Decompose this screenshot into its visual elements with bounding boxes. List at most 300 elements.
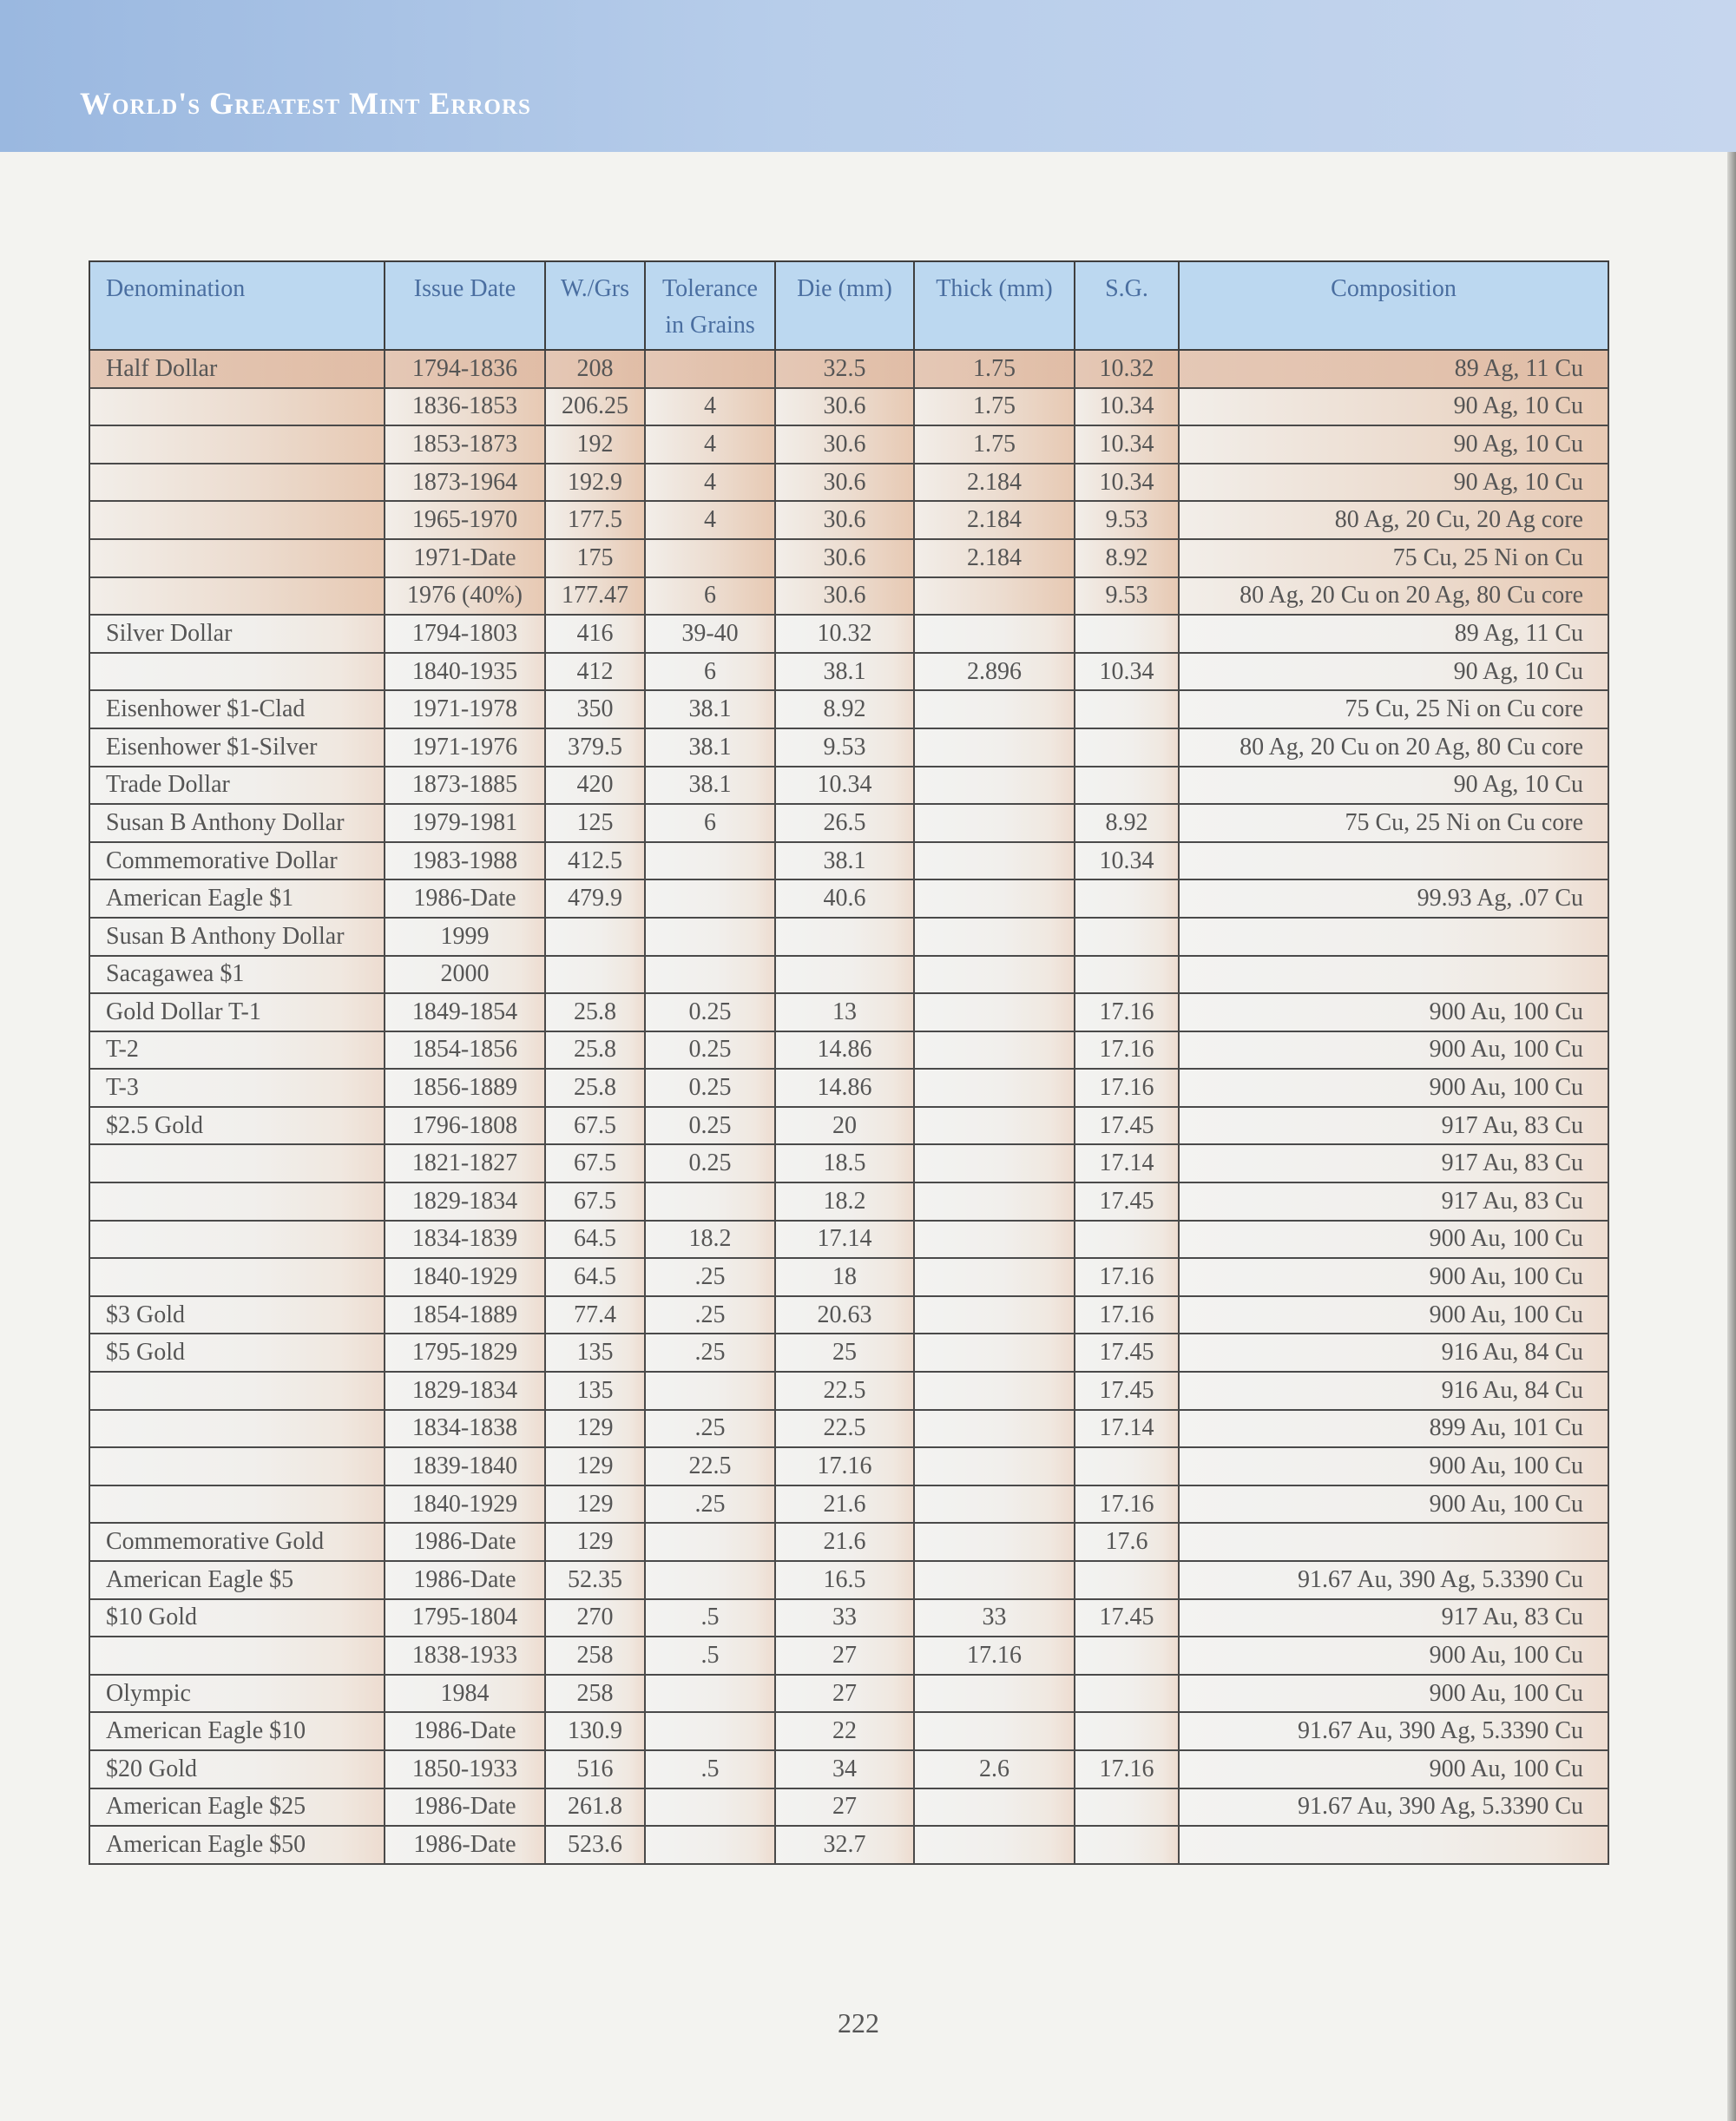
composition-cell: [1179, 956, 1608, 994]
table-header-row: [89, 261, 1608, 350]
issue-date-cell: 1971-Date: [385, 539, 545, 577]
die-cell: 30.6: [775, 388, 914, 426]
table-row: [89, 1221, 1608, 1259]
sg-cell: 17.45: [1075, 1599, 1179, 1637]
issue-date-cell: 1984: [385, 1675, 545, 1713]
thick-cell: [914, 1788, 1075, 1827]
column-header-thick: Thick (mm): [914, 261, 1075, 350]
composition-cell: 90 Ag, 10 Cu: [1179, 388, 1608, 426]
weight-cell: 67.5: [545, 1144, 645, 1182]
issue-date-cell: 1986-Date: [385, 1523, 545, 1561]
denomination-cell: American Eagle $10: [89, 1712, 385, 1750]
issue-date-cell: 1839-1840: [385, 1447, 545, 1485]
weight-cell: 67.5: [545, 1182, 645, 1221]
tolerance-cell: [645, 1788, 775, 1827]
issue-date-cell: 1971-1978: [385, 690, 545, 728]
issue-date-cell: 1795-1829: [385, 1334, 545, 1372]
table-row: [89, 1410, 1608, 1448]
table-row: [89, 1599, 1608, 1637]
sg-cell: 8.92: [1075, 804, 1179, 842]
thick-cell: 2.184: [914, 539, 1075, 577]
table-row: [89, 1675, 1608, 1713]
composition-cell: 900 Au, 100 Cu: [1179, 1447, 1608, 1485]
denomination-cell: $5 Gold: [89, 1334, 385, 1372]
weight-cell: 350: [545, 690, 645, 728]
page-edge-shadow: [1727, 152, 1736, 2121]
thick-cell: [914, 577, 1075, 616]
thick-cell: [914, 1447, 1075, 1485]
issue-date-cell: 1834-1839: [385, 1221, 545, 1259]
die-cell: 13: [775, 993, 914, 1031]
tolerance-cell: 4: [645, 388, 775, 426]
thick-cell: [914, 1069, 1075, 1107]
weight-cell: 52.35: [545, 1561, 645, 1599]
composition-cell: 91.67 Au, 390 Ag, 5.3390 Cu: [1179, 1561, 1608, 1599]
thick-cell: [914, 956, 1075, 994]
sg-cell: 17.16: [1075, 1296, 1179, 1334]
composition-cell: [1179, 1523, 1608, 1561]
tolerance-cell: [645, 1675, 775, 1713]
weight-cell: 77.4: [545, 1296, 645, 1334]
thick-cell: 1.75: [914, 388, 1075, 426]
issue-date-cell: 1965-1970: [385, 501, 545, 539]
tolerance-cell: .5: [645, 1599, 775, 1637]
thick-cell: [914, 1334, 1075, 1372]
die-cell: 14.86: [775, 1069, 914, 1107]
die-cell: 22.5: [775, 1372, 914, 1410]
tolerance-cell: 0.25: [645, 993, 775, 1031]
table-row: [89, 690, 1608, 728]
denomination-cell: [89, 1447, 385, 1485]
weight-cell: 258: [545, 1637, 645, 1675]
issue-date-cell: 1986-Date: [385, 879, 545, 918]
weight-cell: 135: [545, 1334, 645, 1372]
composition-cell: 900 Au, 100 Cu: [1179, 993, 1608, 1031]
issue-date-cell: 1986-Date: [385, 1826, 545, 1864]
composition-cell: 900 Au, 100 Cu: [1179, 1221, 1608, 1259]
thick-cell: [914, 1221, 1075, 1259]
composition-cell: 900 Au, 100 Cu: [1179, 1750, 1608, 1788]
composition-cell: 91.67 Au, 390 Ag, 5.3390 Cu: [1179, 1788, 1608, 1827]
thick-cell: [914, 728, 1075, 767]
page-number: 222: [838, 2007, 879, 2039]
die-cell: 32.5: [775, 350, 914, 388]
denomination-cell: T-2: [89, 1031, 385, 1070]
die-cell: 10.34: [775, 767, 914, 805]
tolerance-cell: .5: [645, 1637, 775, 1675]
column-header-issue-date: Issue Date: [385, 261, 545, 350]
composition-cell: 916 Au, 84 Cu: [1179, 1372, 1608, 1410]
table-row: [89, 956, 1608, 994]
sg-cell: [1075, 1447, 1179, 1485]
tolerance-cell: 18.2: [645, 1221, 775, 1259]
issue-date-cell: 1840-1929: [385, 1258, 545, 1296]
thick-cell: 1.75: [914, 425, 1075, 464]
sg-cell: [1075, 1788, 1179, 1827]
die-cell: 30.6: [775, 501, 914, 539]
die-cell: 25: [775, 1334, 914, 1372]
tolerance-cell: 39-40: [645, 615, 775, 653]
tolerance-cell: [645, 1561, 775, 1599]
tolerance-cell: [645, 918, 775, 956]
composition-cell: 99.93 Ag, .07 Cu: [1179, 879, 1608, 918]
weight-cell: [545, 956, 645, 994]
composition-cell: 917 Au, 83 Cu: [1179, 1144, 1608, 1182]
tolerance-cell: .25: [645, 1334, 775, 1372]
thick-cell: [914, 1107, 1075, 1145]
issue-date-cell: 1999: [385, 918, 545, 956]
die-cell: 21.6: [775, 1485, 914, 1524]
thick-cell: 2.184: [914, 464, 1075, 502]
sg-cell: 17.16: [1075, 1485, 1179, 1524]
table-row: [89, 1296, 1608, 1334]
denomination-cell: Olympic: [89, 1675, 385, 1713]
tolerance-cell: [645, 956, 775, 994]
denomination-cell: Commemorative Gold: [89, 1523, 385, 1561]
sg-cell: 17.16: [1075, 1069, 1179, 1107]
weight-cell: 206.25: [545, 388, 645, 426]
die-cell: 16.5: [775, 1561, 914, 1599]
weight-cell: 420: [545, 767, 645, 805]
table-row: [89, 879, 1608, 918]
denomination-cell: [89, 653, 385, 691]
composition-cell: 900 Au, 100 Cu: [1179, 1258, 1608, 1296]
die-cell: 40.6: [775, 879, 914, 918]
weight-cell: 125: [545, 804, 645, 842]
weight-cell: 379.5: [545, 728, 645, 767]
weight-cell: 192: [545, 425, 645, 464]
sg-cell: 10.34: [1075, 842, 1179, 880]
issue-date-cell: 1850-1933: [385, 1750, 545, 1788]
issue-date-cell: 1834-1838: [385, 1410, 545, 1448]
weight-cell: 25.8: [545, 1031, 645, 1070]
denomination-cell: Eisenhower $1-Clad: [89, 690, 385, 728]
coin-spec-table: [89, 260, 1609, 1865]
coin-spec-table-container: [89, 260, 1608, 1865]
weight-cell: 261.8: [545, 1788, 645, 1827]
issue-date-cell: 1794-1803: [385, 615, 545, 653]
die-cell: 17.16: [775, 1447, 914, 1485]
sg-cell: [1075, 728, 1179, 767]
denomination-cell: Susan B Anthony Dollar: [89, 804, 385, 842]
denomination-cell: Susan B Anthony Dollar: [89, 918, 385, 956]
die-cell: [775, 956, 914, 994]
thick-cell: [914, 690, 1075, 728]
sg-cell: [1075, 918, 1179, 956]
table-row: [89, 577, 1608, 616]
sg-cell: [1075, 1826, 1179, 1864]
issue-date-cell: 1796-1808: [385, 1107, 545, 1145]
table-row: [89, 388, 1608, 426]
denomination-cell: [89, 464, 385, 502]
thick-cell: [914, 1296, 1075, 1334]
weight-cell: 412.5: [545, 842, 645, 880]
die-cell: 22.5: [775, 1410, 914, 1448]
issue-date-cell: 1821-1827: [385, 1144, 545, 1182]
composition-cell: 900 Au, 100 Cu: [1179, 1485, 1608, 1524]
weight-cell: 64.5: [545, 1221, 645, 1259]
sg-cell: 17.14: [1075, 1410, 1179, 1448]
tolerance-cell: 6: [645, 804, 775, 842]
composition-cell: 90 Ag, 10 Cu: [1179, 653, 1608, 691]
denomination-cell: Gold Dollar T-1: [89, 993, 385, 1031]
denomination-cell: [89, 1182, 385, 1221]
weight-cell: 177.47: [545, 577, 645, 616]
column-header-denomination: Denomination: [89, 261, 385, 350]
weight-cell: 129: [545, 1410, 645, 1448]
die-cell: 34: [775, 1750, 914, 1788]
issue-date-cell: 1854-1856: [385, 1031, 545, 1070]
composition-cell: 75 Cu, 25 Ni on Cu core: [1179, 690, 1608, 728]
composition-cell: 900 Au, 100 Cu: [1179, 1031, 1608, 1070]
denomination-cell: [89, 388, 385, 426]
weight-cell: 416: [545, 615, 645, 653]
tolerance-cell: [645, 1372, 775, 1410]
sg-cell: [1075, 1712, 1179, 1750]
sg-cell: 17.14: [1075, 1144, 1179, 1182]
table-row: [89, 1334, 1608, 1372]
issue-date-cell: 1849-1854: [385, 993, 545, 1031]
issue-date-cell: 1873-1885: [385, 767, 545, 805]
table-row: [89, 1069, 1608, 1107]
weight-cell: 129: [545, 1523, 645, 1561]
denomination-cell: [89, 425, 385, 464]
denomination-cell: Commemorative Dollar: [89, 842, 385, 880]
sg-cell: 10.32: [1075, 350, 1179, 388]
denomination-cell: [89, 1258, 385, 1296]
sg-cell: [1075, 1675, 1179, 1713]
die-cell: 20: [775, 1107, 914, 1145]
sg-cell: 17.6: [1075, 1523, 1179, 1561]
sg-cell: 9.53: [1075, 577, 1179, 616]
table-row: [89, 1182, 1608, 1221]
weight-cell: 64.5: [545, 1258, 645, 1296]
weight-cell: 258: [545, 1675, 645, 1713]
thick-cell: [914, 767, 1075, 805]
die-cell: 32.7: [775, 1826, 914, 1864]
tolerance-cell: 0.25: [645, 1031, 775, 1070]
thick-cell: 2.184: [914, 501, 1075, 539]
sg-cell: 17.16: [1075, 1750, 1179, 1788]
denomination-cell: Silver Dollar: [89, 615, 385, 653]
thick-cell: [914, 1826, 1075, 1864]
issue-date-cell: 1976 (40%): [385, 577, 545, 616]
tolerance-cell: 38.1: [645, 690, 775, 728]
table-row: [89, 1523, 1608, 1561]
denomination-cell: [89, 1410, 385, 1448]
issue-date-cell: 1829-1834: [385, 1182, 545, 1221]
thick-cell: [914, 1675, 1075, 1713]
thick-cell: 2.6: [914, 1750, 1075, 1788]
tolerance-cell: [645, 842, 775, 880]
table-row: [89, 918, 1608, 956]
tolerance-cell: [645, 879, 775, 918]
tolerance-cell: 0.25: [645, 1107, 775, 1145]
issue-date-cell: 1873-1964: [385, 464, 545, 502]
table-row: [89, 350, 1608, 388]
tolerance-cell: .25: [645, 1485, 775, 1524]
tolerance-cell: 4: [645, 425, 775, 464]
thick-cell: [914, 1144, 1075, 1182]
die-cell: 27: [775, 1675, 914, 1713]
issue-date-cell: 1986-Date: [385, 1712, 545, 1750]
table-row: [89, 993, 1608, 1031]
composition-cell: 75 Cu, 25 Ni on Cu core: [1179, 804, 1608, 842]
denomination-cell: [89, 1372, 385, 1410]
sg-cell: 17.45: [1075, 1107, 1179, 1145]
issue-date-cell: 1856-1889: [385, 1069, 545, 1107]
weight-cell: 479.9: [545, 879, 645, 918]
weight-cell: 67.5: [545, 1107, 645, 1145]
thick-cell: [914, 615, 1075, 653]
die-cell: 38.1: [775, 842, 914, 880]
thick-cell: [914, 1372, 1075, 1410]
table-row: [89, 1637, 1608, 1675]
tolerance-cell: 0.25: [645, 1069, 775, 1107]
composition-cell: 75 Cu, 25 Ni on Cu: [1179, 539, 1608, 577]
table-row: [89, 1485, 1608, 1524]
tolerance-cell: .5: [645, 1750, 775, 1788]
die-cell: 18: [775, 1258, 914, 1296]
issue-date-cell: 1979-1981: [385, 804, 545, 842]
issue-date-cell: 1853-1873: [385, 425, 545, 464]
issue-date-cell: 1836-1853: [385, 388, 545, 426]
sg-cell: [1075, 879, 1179, 918]
weight-cell: 412: [545, 653, 645, 691]
tolerance-cell: [645, 1182, 775, 1221]
die-cell: 20.63: [775, 1296, 914, 1334]
composition-cell: 917 Au, 83 Cu: [1179, 1107, 1608, 1145]
denomination-cell: $20 Gold: [89, 1750, 385, 1788]
die-cell: [775, 918, 914, 956]
denomination-cell: American Eagle $5: [89, 1561, 385, 1599]
composition-cell: 900 Au, 100 Cu: [1179, 1296, 1608, 1334]
weight-cell: 129: [545, 1447, 645, 1485]
table-row: [89, 728, 1608, 767]
composition-cell: 91.67 Au, 390 Ag, 5.3390 Cu: [1179, 1712, 1608, 1750]
tolerance-cell: 0.25: [645, 1144, 775, 1182]
tolerance-cell: [645, 1523, 775, 1561]
thick-cell: [914, 1410, 1075, 1448]
table-row: [89, 1372, 1608, 1410]
column-header-die: Die (mm): [775, 261, 914, 350]
die-cell: 26.5: [775, 804, 914, 842]
die-cell: 30.6: [775, 425, 914, 464]
weight-cell: 516: [545, 1750, 645, 1788]
thick-cell: [914, 804, 1075, 842]
die-cell: 17.14: [775, 1221, 914, 1259]
denomination-cell: [89, 501, 385, 539]
weight-cell: 135: [545, 1372, 645, 1410]
composition-cell: [1179, 1826, 1608, 1864]
column-header-composition: Composition: [1179, 261, 1608, 350]
die-cell: 30.6: [775, 539, 914, 577]
table-row: [89, 1447, 1608, 1485]
composition-cell: 80 Ag, 20 Cu on 20 Ag, 80 Cu core: [1179, 577, 1608, 616]
table-row: [89, 1788, 1608, 1827]
sg-cell: [1075, 1221, 1179, 1259]
table-row: [89, 1031, 1608, 1070]
table-row: [89, 1826, 1608, 1864]
tolerance-cell: .25: [645, 1410, 775, 1448]
issue-date-cell: 1840-1935: [385, 653, 545, 691]
composition-cell: [1179, 918, 1608, 956]
sg-cell: 10.34: [1075, 653, 1179, 691]
denomination-cell: American Eagle $50: [89, 1826, 385, 1864]
denomination-cell: [89, 1637, 385, 1675]
table-row: [89, 767, 1608, 805]
die-cell: 22: [775, 1712, 914, 1750]
table-row: [89, 804, 1608, 842]
tolerance-cell: 6: [645, 577, 775, 616]
composition-cell: 900 Au, 100 Cu: [1179, 1637, 1608, 1675]
die-cell: 30.6: [775, 577, 914, 616]
denomination-cell: Sacagawea $1: [89, 956, 385, 994]
die-cell: 21.6: [775, 1523, 914, 1561]
thick-cell: [914, 842, 1075, 880]
denomination-cell: [89, 1485, 385, 1524]
composition-cell: 90 Ag, 10 Cu: [1179, 425, 1608, 464]
issue-date-cell: 1986-Date: [385, 1561, 545, 1599]
denomination-cell: $3 Gold: [89, 1296, 385, 1334]
column-header-sg: S.G.: [1075, 261, 1179, 350]
table-row: [89, 653, 1608, 691]
issue-date-cell: 1971-1976: [385, 728, 545, 767]
die-cell: 8.92: [775, 690, 914, 728]
thick-cell: [914, 993, 1075, 1031]
denomination-cell: American Eagle $1: [89, 879, 385, 918]
sg-cell: [1075, 1561, 1179, 1599]
composition-cell: 89 Ag, 11 Cu: [1179, 350, 1608, 388]
issue-date-cell: 2000: [385, 956, 545, 994]
die-cell: 14.86: [775, 1031, 914, 1070]
table-row: [89, 1144, 1608, 1182]
tolerance-cell: 4: [645, 501, 775, 539]
table-row: [89, 539, 1608, 577]
thick-cell: [914, 879, 1075, 918]
sg-cell: 17.45: [1075, 1372, 1179, 1410]
denomination-cell: $2.5 Gold: [89, 1107, 385, 1145]
thick-cell: [914, 1258, 1075, 1296]
table-row: [89, 464, 1608, 502]
sg-cell: 10.34: [1075, 425, 1179, 464]
tolerance-cell: [645, 350, 775, 388]
table-row: [89, 1107, 1608, 1145]
sg-cell: 9.53: [1075, 501, 1179, 539]
issue-date-cell: 1829-1834: [385, 1372, 545, 1410]
weight-cell: 130.9: [545, 1712, 645, 1750]
sg-cell: [1075, 956, 1179, 994]
table-row: [89, 1750, 1608, 1788]
die-cell: 38.1: [775, 653, 914, 691]
issue-date-cell: 1854-1889: [385, 1296, 545, 1334]
thick-cell: 17.16: [914, 1637, 1075, 1675]
thick-cell: [914, 1712, 1075, 1750]
issue-date-cell: 1840-1929: [385, 1485, 545, 1524]
table-body: [89, 350, 1608, 1864]
sg-cell: [1075, 615, 1179, 653]
sg-cell: 10.34: [1075, 464, 1179, 502]
table-row: [89, 1561, 1608, 1599]
book-title: World's Greatest Mint Errors: [80, 86, 531, 121]
table-row: [89, 842, 1608, 880]
column-header-tolerance: Tolerance in Grains: [645, 261, 775, 350]
sg-cell: [1075, 690, 1179, 728]
tolerance-cell: .25: [645, 1258, 775, 1296]
denomination-cell: [89, 577, 385, 616]
composition-cell: 80 Ag, 20 Cu on 20 Ag, 80 Cu core: [1179, 728, 1608, 767]
die-cell: 18.2: [775, 1182, 914, 1221]
